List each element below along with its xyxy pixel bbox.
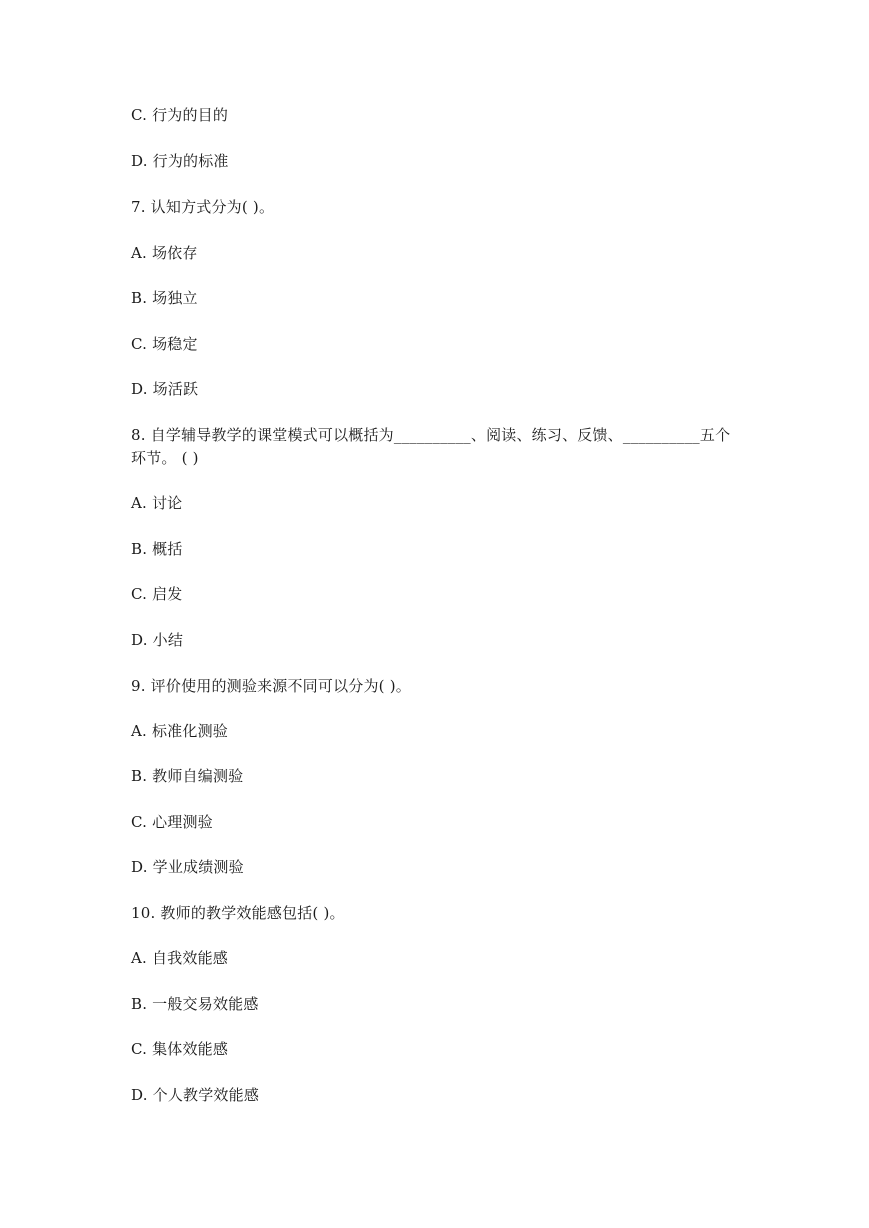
q8-option-d: D. 小结: [131, 631, 184, 649]
q8-option-b: B. 概括: [131, 540, 183, 558]
q9-option-a: A. 标准化测验: [131, 722, 228, 740]
q8-option-a: A. 讨论: [131, 494, 183, 512]
q8-option-c: C. 启发: [131, 585, 183, 603]
q9-option-d: D. 学业成绩测验: [131, 858, 244, 876]
q8-stem-continued: 环节。 ( ): [131, 449, 199, 467]
q6-option-c: C. 行为的目的: [131, 106, 229, 124]
q10-option-d: D. 个人教学效能感: [131, 1086, 260, 1104]
q9-option-c: C. 心理测验: [131, 813, 213, 831]
q9-stem: 9. 评价使用的测验来源不同可以分为( )。: [131, 677, 411, 695]
q7-stem: 7. 认知方式分为( )。: [131, 198, 275, 216]
q10-option-a: A. 自我效能感: [131, 949, 228, 967]
q7-option-d: D. 场活跃: [131, 380, 199, 398]
q10-option-c: C. 集体效能感: [131, 1040, 229, 1058]
q8-stem: 8. 自学辅导教学的课堂模式可以概括为__________、阅读、练习、反馈、__________五个: [131, 426, 731, 444]
q9-option-b: B. 教师自编测验: [131, 767, 244, 785]
q10-stem: 10. 教师的教学效能感包括( )。: [131, 904, 345, 922]
q10-option-b: B. 一般交易效能感: [131, 995, 259, 1013]
q7-option-a: A. 场依存: [131, 244, 198, 262]
q6-option-d: D. 行为的标准: [131, 152, 229, 170]
q7-option-c: C. 场稳定: [131, 335, 198, 353]
q7-option-b: B. 场独立: [131, 289, 198, 307]
